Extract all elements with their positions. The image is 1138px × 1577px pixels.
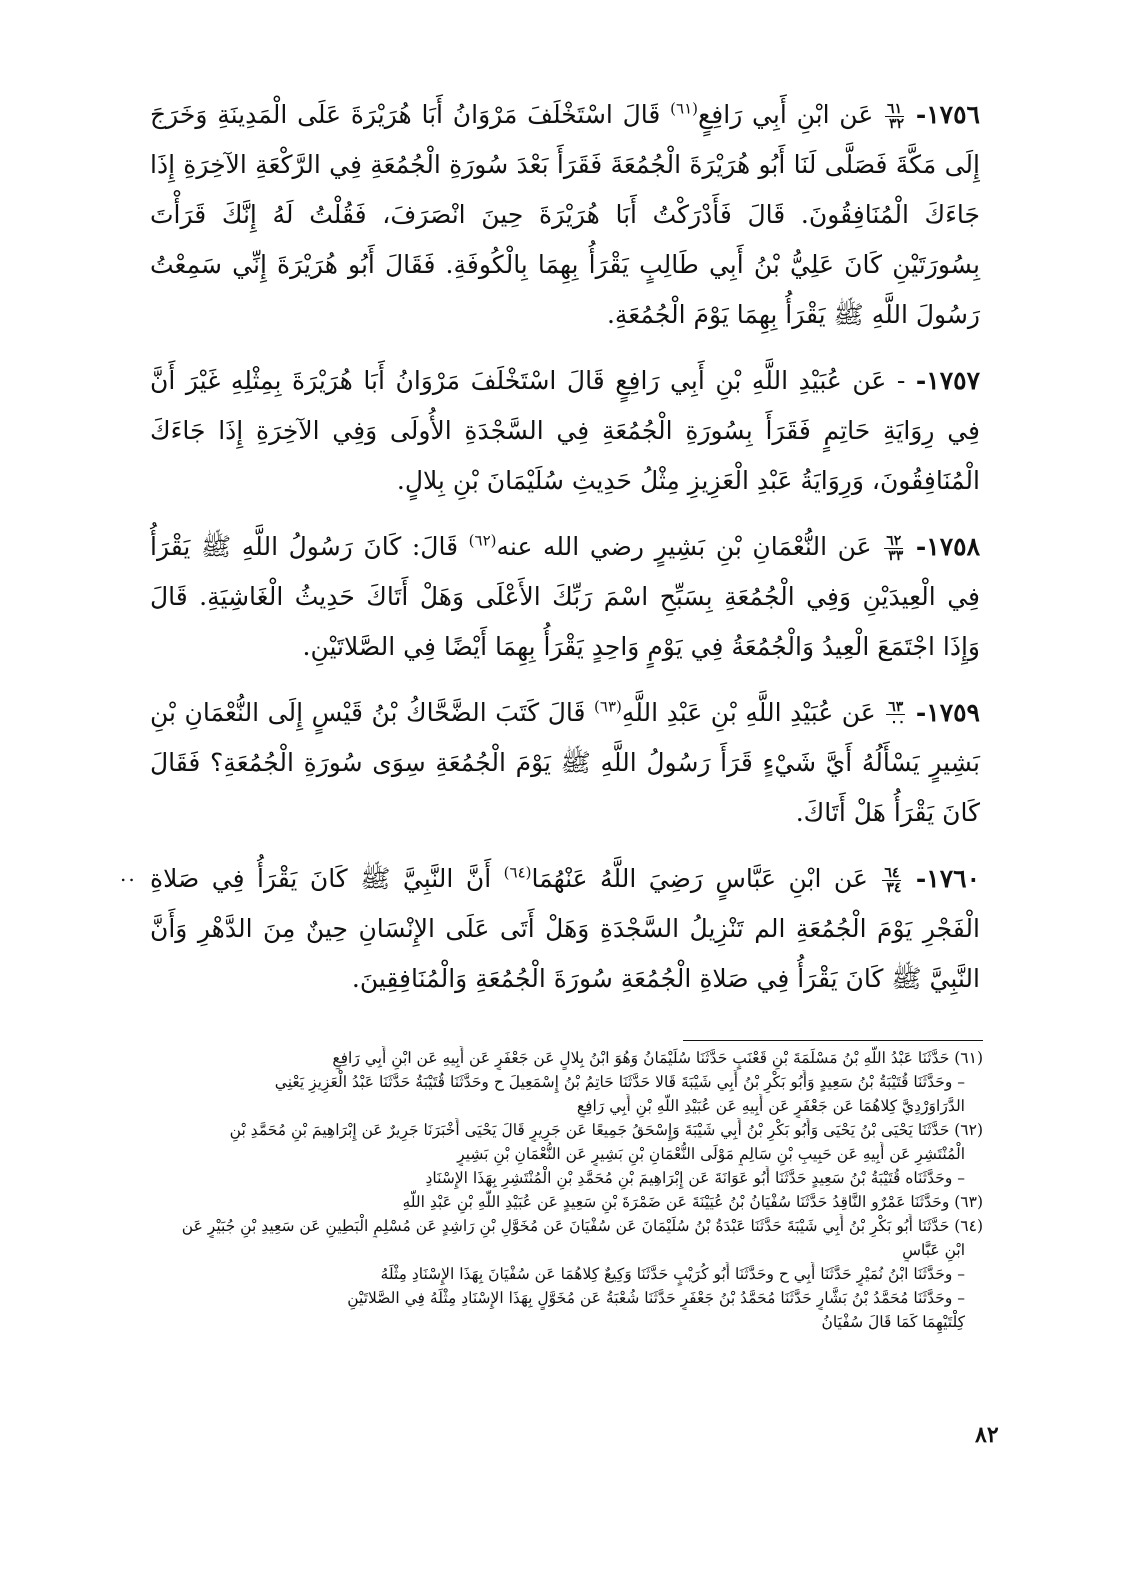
hadith-narrator: عَن النُّعْمَانِ بْنِ بَشِيرٍ رضي الله عنه bbox=[496, 532, 872, 561]
hadith-1757 bbox=[150, 356, 980, 506]
hadith-text: قَالَ: كَانَ رَسُولُ اللَّهِ ﷺ يَقْرَأُ فِي الْعِيدَيْنِ وَفِي الْجُمُعَةِ بِسَبِّحِ اسْمَ رَبِّكَ الأَعْلَى وَهَلْ أَتَاكَ حَدِيثُ الْغَاشِيَةِ. قَالَ وَإِذَا اجْتَمَعَ الْعِيدُ وَالْجُمُعَةُ فِي يَوْمٍ وَاحِدٍ يَقْرَأُ بِهِمَا أَيْضًا فِي الصَّلاتَيْنِ. bbox=[150, 532, 980, 661]
hadith-text: - عَن عُبَيْدِ اللَّهِ بْنِ أَبِي رَافِعٍ قَالَ اسْتَخْلَفَ مَرْوَانُ أَبَا هُرَيْرَةَ بِمِثْلِهِ غَيْرَ أَنَّ فِي رِوَايَةِ حَاتِمٍ فَقَرَأَ بِسُورَةِ الْجُمُعَةِ فِي السَّجْدَةِ الأُولَى وَفِي الآخِرَةِ إِذَا جَاءَكَ الْمُنَافِقُونَ، وَرِوَايَةُ عَبْدِ الْعَزِيزِ مِثْلُ حَدِيثِ سُلَيْمَانَ بْنِ بِلالٍ. bbox=[150, 366, 980, 495]
footnote-reference[interactable]: (٦٢) bbox=[468, 531, 497, 550]
footnote-line: – وحَدَّثَنَا قُتَيْبَةُ بْنُ سَعِيدٍ وَأَبُو بَكْرِ بْنُ أَبِي شَيْبَةَ قَالا حَدَّثَنَا حَاتِمُ بْنُ إِسْمَعِيلَ ح وحَدَّثَنَا قُتَيْبَةُ حَدَّثَنَا عَبْدُ الْعَزِيزِ يَعْنِي bbox=[274, 1073, 965, 1091]
hadith-text: قَالَ اسْتَخْلَفَ مَرْوَانُ أَبَا هُرَيْرَةَ عَلَى الْمَدِينَةِ وَخَرَجَ إِلَى مَكَّةَ فَصَلَّى لَنَا أَبُو هُرَيْرَةَ الْجُمُعَةَ فَقَرَأَ بَعْدَ سُورَةِ الْجُمُعَةِ فِي الرَّكْعَةِ الآخِرَةِ إِذَا جَاءَكَ الْمُنَافِقُونَ. قَالَ فَأَدْرَكْتُ أَبَا هُرَيْرَةَ حِينَ انْصَرَفَ، فَقُلْتُ لَهُ إِنَّكَ قَرَأْتَ بِسُورَتَيْنِ كَانَ عَلِيُّ بْنُ أَبِي طَالِبٍ يَقْرَأُ بِهِمَا بِالْكُوفَةِ. فَقَالَ أَبُو هُرَيْرَةَ إِنِّي سَمِعْتُ رَسُولَ اللَّهِ ﷺ يَقْرَأُ بِهِمَا يَوْمَ الْجُمُعَةِ. bbox=[150, 100, 980, 329]
footnote-line: الدَّرَاوَرْدِيَّ كِلاهُمَا عَن جَعْفَرٍ عَن أَبِيهِ عَن عُبَيْدِ اللَّهِ بْنِ أَبِي رَافِعٍ bbox=[576, 1097, 965, 1115]
hadith-text: قَالَ كَتَبَ الضَّحَّاكُ بْنُ قَيْسٍ إِلَى النُّعْمَانِ بْنِ بَشِيرٍ يَسْأَلُهُ أَيَّ شَيْءٍ قَرَأَ رَسُولُ اللَّهِ ﷺ يَوْمَ الْجُمُعَةِ سِوَى سُورَةِ الْجُمُعَةِ؟ فَقَالَ كَانَ يَقْرَأُ هَلْ أَتَاكَ. bbox=[150, 698, 980, 827]
page-number: ٨٢ bbox=[975, 1422, 999, 1448]
footnote-line: كِلْتَيْهِمَا كَمَا قَالَ سُفْيَانُ bbox=[821, 1313, 965, 1331]
cross-reference-fraction: $\frac{٦٢}{٣٣}$ bbox=[886, 533, 904, 564]
hadith-text: أَنَّ النَّبِيَّ ﷺ كَانَ يَقْرَأُ فِي صَلاةِ الْفَجْرِ يَوْمَ الْجُمُعَةِ الم تَنْزِيلُ السَّجْدَةِ وَهَلْ أَتَى عَلَى الإِنْسَانِ حِينٌ مِنَ الدَّهْرِ وَأَنَّ النَّبِيَّ ﷺ كَانَ يَقْرَأُ فِي صَلاةِ الْجُمُعَةِ سُورَةَ الْجُمُعَةِ وَالْمُنَافِقِينَ. bbox=[150, 864, 980, 993]
footnotes bbox=[148, 1046, 983, 1334]
main-text bbox=[150, 90, 980, 1020]
footnote-reference[interactable]: (٦١) bbox=[670, 99, 698, 118]
hadith-1758 bbox=[150, 522, 980, 672]
hadith-number: ١٧٦٠- bbox=[915, 864, 981, 893]
hadith-number: ١٧٥٦- bbox=[915, 100, 980, 129]
footnote-line: ابْنِ عَبَّاسٍ bbox=[902, 1241, 965, 1259]
hadith-number: ١٧٥٩- bbox=[915, 698, 980, 727]
footnote-divider bbox=[683, 1040, 983, 1041]
hadith-number: ١٧٥٨- bbox=[915, 532, 981, 561]
footnote-line: – وحَدَّثَنَا مُحَمَّدُ بْنُ بَشَّارٍ حَدَّثَنَا مُحَمَّدُ بْنُ جَعْفَرٍ حَدَّثَنَا شُعْبَةُ عَن مُخَوَّلٍ بِهَذَا الإِسْنَادِ مِثْلَهُ فِي الصَّلاتَيْنِ bbox=[347, 1289, 965, 1307]
hadith-1756 bbox=[150, 90, 980, 340]
hadith-narrator: عَن عُبَيْدِ اللَّهِ بْنِ عَبْدِ اللَّهِ bbox=[621, 698, 876, 727]
footnote-line: (٦٢) حَدَّثَنَا يَحْيَى بْنُ يَحْيَى وَأَبُو بَكْرِ بْنُ أَبِي شَيْبَةَ وَإِسْحَقُ جَمِيعًا عَن جَرِيرٍ قَالَ يَحْيَى أَخْبَرَنَا جَرِيرٌ عَن إِبْرَاهِيمَ بْنِ مُحَمَّدِ بْنِ bbox=[229, 1121, 983, 1139]
footnote-line: (٦٤) حَدَّثَنَا أَبُو بَكْرِ بْنُ أَبِي شَيْبَةَ حَدَّثَنَا عَبْدَةُ بْنُ سُلَيْمَانَ عَن سُفْيَانَ عَن مُخَوَّلِ بْنِ رَاشِدٍ عَن مُسْلِمٍ الْبَطِينِ عَن سَعِيدِ بْنِ جُبَيْرٍ عَن bbox=[181, 1217, 983, 1235]
margin-mark: .. bbox=[120, 862, 137, 886]
footnote-reference[interactable]: (٦٣) bbox=[594, 697, 622, 716]
footnote-line: (٦١) حَدَّثَنَا عَبْدُ اللَّهِ بْنُ مَسْلَمَةَ بْنِ قَعْنَبٍ حَدَّثَنَا سُلَيْمَانُ وَهُوَ ابْنُ بِلالٍ عَن جَعْفَرٍ عَن أَبِيهِ عَن ابْنِ أَبِي رَافِعٍ bbox=[332, 1049, 983, 1067]
cross-reference-fraction: $\frac{٦١}{٣٢}$ bbox=[887, 101, 905, 132]
hadith-1759 bbox=[150, 688, 980, 838]
hadith-1760 bbox=[150, 854, 980, 1004]
hadith-number: ١٧٥٧- bbox=[915, 366, 980, 395]
cross-reference-fraction: $\frac{٦٣}{٠٠}$ bbox=[888, 699, 906, 730]
hadith-narrator: عَن ابْنِ عَبَّاسٍ رَضِيَ اللَّهُ عَنْهُمَا bbox=[531, 864, 868, 893]
footnote-line: (٦٣) وحَدَّثَنَا عَمْرٌو النَّاقِدُ حَدَّثَنَا سُفْيَانُ بْنُ عُيَيْنَةَ عَن ضَمْرَةَ بْنِ سَعِيدٍ عَن عُبَيْدِ اللَّهِ بْنِ عَبْدِ اللَّهِ bbox=[402, 1193, 983, 1211]
footnote-line: الْمُنْتَشِرِ عَن أَبِيهِ عَن حَبِيبِ بْنِ سَالِمٍ مَوْلَى النُّعْمَانِ بْنِ بَشِيرٍ عَن النُّعْمَانِ بْنِ بَشِيرٍ bbox=[457, 1145, 965, 1163]
footnote-reference[interactable]: (٦٤) bbox=[503, 863, 532, 882]
cross-reference-fraction: $\frac{٦٤}{٣٤}$ bbox=[884, 865, 902, 896]
hadith-narrator: عَن ابْنِ أَبِي رَافِعٍ bbox=[698, 100, 874, 129]
footnote-line: – وحَدَّثَنَا ابْنُ نُمَيْرٍ حَدَّثَنَا أَبِي ح وحَدَّثَنَا أَبُو كُرَيْبٍ حَدَّثَنَا وَكِيعٌ كِلاهُمَا عَن سُفْيَانَ بِهَذَا الإِسْنَادِ مِثْلَهُ bbox=[380, 1265, 965, 1283]
footnote-line: – وحَدَّثَنَاه قُتَيْبَةُ بْنُ سَعِيدٍ حَدَّثَنَا أَبُو عَوَانَةَ عَن إِبْرَاهِيمَ بْنِ مُحَمَّدِ بْنِ الْمُنْتَشِرِ بِهَذَا الإِسْنَادِ bbox=[425, 1169, 965, 1187]
